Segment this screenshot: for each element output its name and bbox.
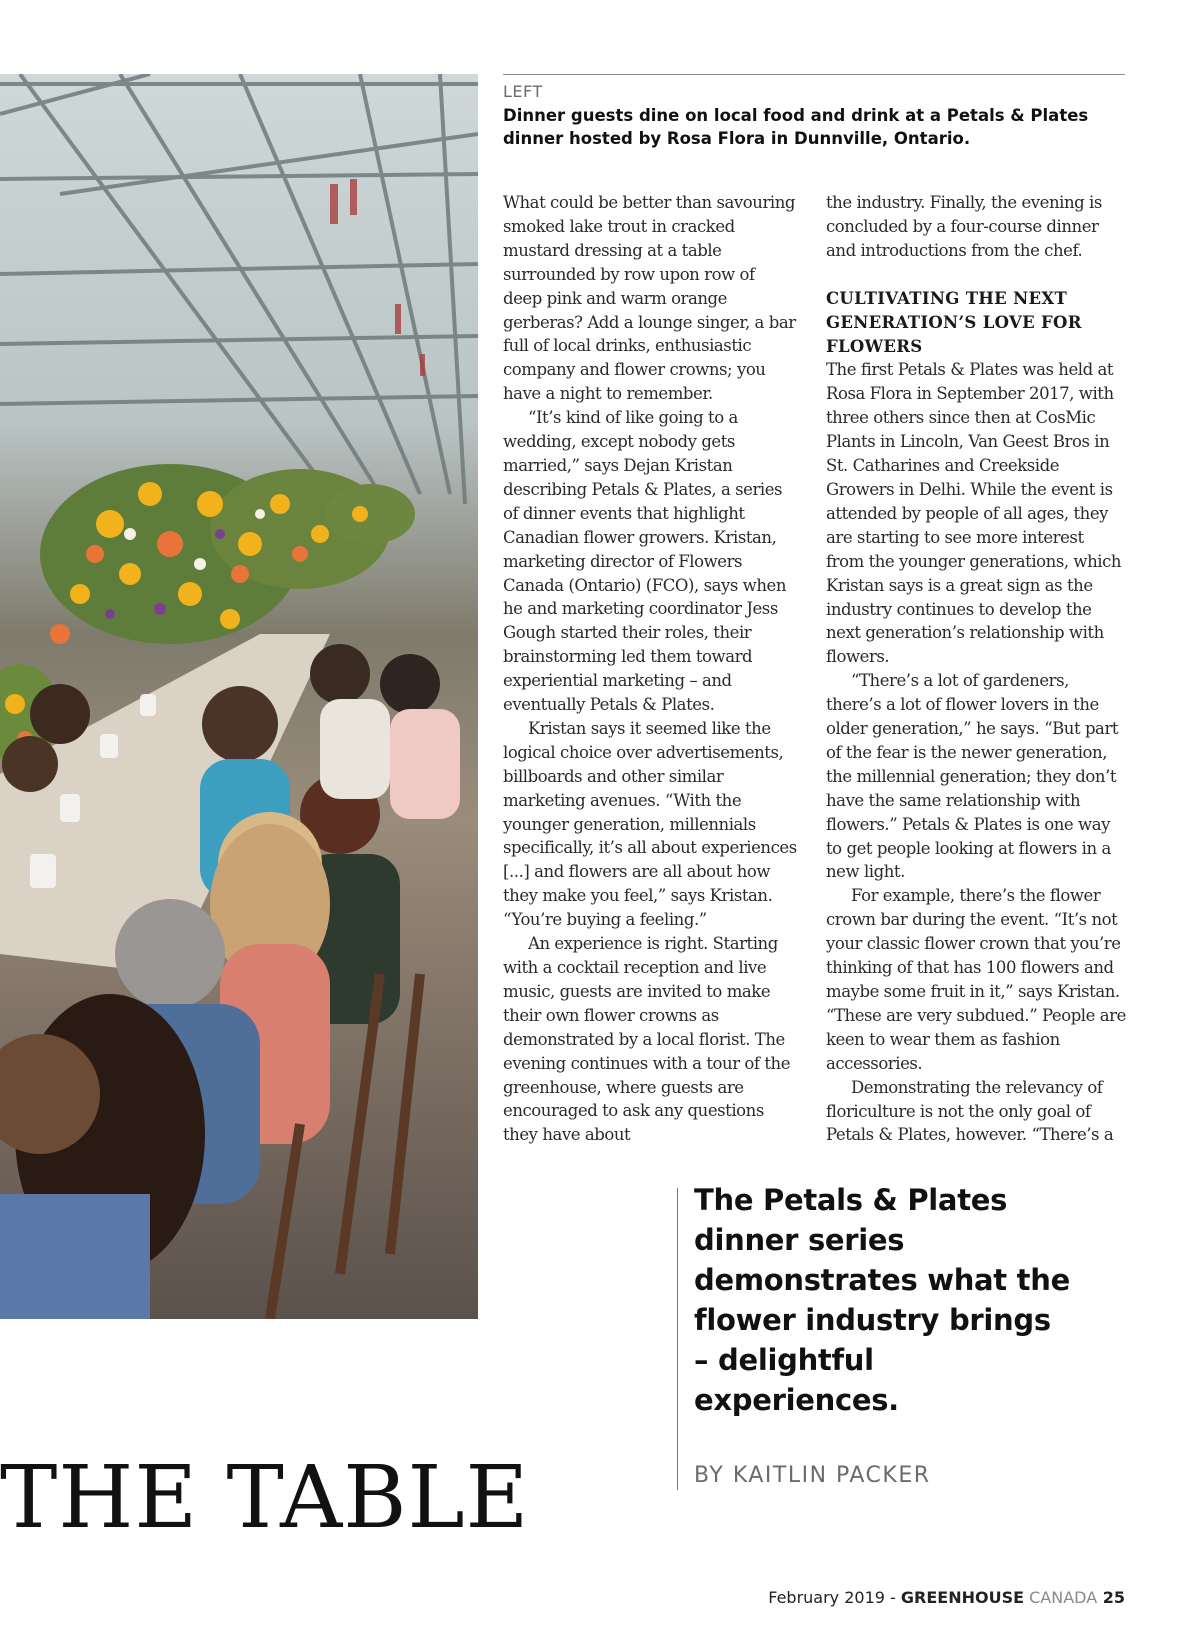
- body-paragraph: “There’s a lot of gardeners, there’s a lot of flower lovers in the older generation,” he says. “But part of the fear is the newer generation, the millennial generation; they don’t have the same relationship with flowers.” Petals & Plates is one way to get people looking at flowers in a new light.: [826, 671, 1119, 882]
- pull-quote-rule: [677, 1188, 678, 1490]
- article-photo: [0, 74, 478, 1319]
- body-paragraph: Kristan says it seemed like the logical choice over advertisements, billboards and other similar marketing avenues. “With the younger generation, millennials specifically, it’s all about experiences [...] and flowers are all about how they make you feel,” says Kristan. “You’re buying a feeling.”: [503, 718, 797, 930]
- body-paragraph: the industry. Finally, the evening is concluded by a four-course dinner and introductions from the chef.: [826, 193, 1102, 260]
- body-paragraph: An experience is right. Starting with a cocktail reception and live music, guests are invited to make their own flower crowns as demonstrated by a local florist. The evening continues with a tour of the greenhouse, where guests are encouraged to ask any questions they have about: [503, 934, 791, 1145]
- photo-dinner-guests-greenhouse-icon: [0, 74, 478, 1319]
- caption-text: Dinner guests dine on local food and drink at a Petals & Plates dinner hosted by Rosa Flora in Dunnville, Ontario.: [503, 106, 1089, 148]
- body-paragraph: For example, there’s the flower crown bar during the event. “It’s not your classic flower crown that you’re thinking of that has 100 flowers and maybe some fruit in it,” says Kristan. “These are very subdued.” People are keen to wear them as fashion accessories.: [826, 886, 1126, 1073]
- caption-top-rule: [503, 74, 1125, 75]
- footer-date: February 2019 -: [768, 1588, 901, 1607]
- body-paragraph: The first Petals & Plates was held at Rosa Flora in September 2017, with three others since then at CosMic Plants in Lincoln, Van Geest Bros in St. Catharines and Creekside Growers in Delhi. While the event is attended by people of all ages, they are starting to see more interest from the younger generations, which Kristan says is a great sign as the industry continues to develop the next generation’s relationship with flowers.: [826, 360, 1122, 667]
- body-column-left: [503, 191, 798, 1147]
- section-subhead: CULTIVATING THE NEXT GENERATION’S LOVE FOR FLOWERS: [826, 288, 1082, 356]
- caption-label: LEFT: [503, 82, 543, 101]
- article-title: THE TABLE: [0, 1448, 530, 1548]
- page-number: 25: [1097, 1588, 1125, 1607]
- byline: BY KAITLIN PACKER: [694, 1463, 931, 1488]
- footer-brand-light: CANADA: [1024, 1588, 1098, 1607]
- body-paragraph: Demonstrating the relevancy of floriculture is not the only goal of Petals & Plates, however. “There’s a: [826, 1077, 1114, 1145]
- body-paragraph: What could be better than savouring smoked lake trout in cracked mustard dressing at a table surrounded by row upon row of deep pink and warm orange gerberas? Add a lounge singer, a bar full of local drinks, enthusiastic company and flower crowns; you have a night to remember.: [503, 193, 796, 404]
- body-column-right: [826, 191, 1126, 1147]
- footer-brand-bold: GREENHOUSE: [900, 1588, 1025, 1607]
- body-paragraph: “It’s kind of like going to a wedding, except nobody gets married,” says Dejan Kristan describing Petals & Plates, a series of dinner events that highlight Canadian flower growers. Kristan, marketing director of Flowers Canada (Ontario) (FCO), says when he and marketing coordinator Jess Gough started their roles, their brainstorming led them toward experiential marketing – and eventually Petals & Plates.: [503, 408, 787, 715]
- pull-quote: The Petals & Plates dinner series demonstrates what the flower industry brings – delightful experiences.: [694, 1183, 1070, 1417]
- page-footer: [768, 1588, 1125, 1607]
